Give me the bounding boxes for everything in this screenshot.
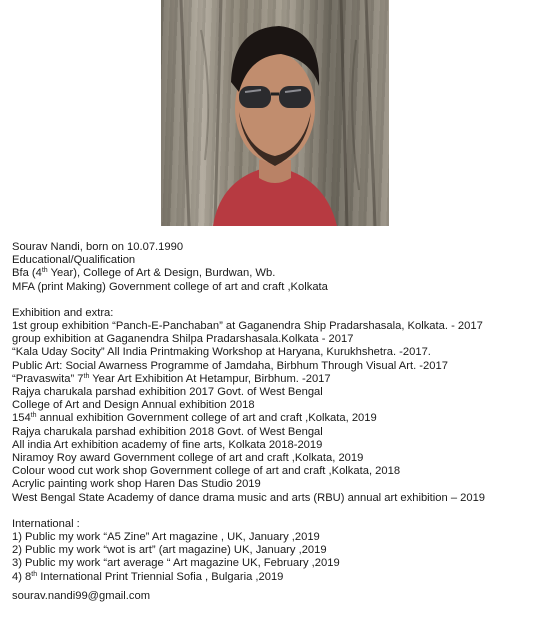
pravaswita-superscript: th [83, 372, 90, 380]
international-item: 2) Public my work “wot is art” (art magazine) UK, January ,2019 [12, 544, 327, 557]
contact-email: sourav.nandi99@gmail.com [12, 589, 151, 602]
education-mfa: MFA (print Making) Government college of art and craft ,Kolkata [12, 280, 328, 293]
exhibition-item: Niramoy Roy award Government college of art and craft ,Kolkata, 2019 [12, 452, 364, 465]
international-item: 3) Public my work “art average “ Art magazine UK, February ,2019 [12, 557, 340, 570]
bfa-text-post: Year), College of Art & Design, Burdwan, Wb. [47, 267, 276, 280]
exhibition-item: Rajya charukala parshad exhibition 2017 Govt. of West Bengal [12, 386, 323, 399]
international-item [12, 571, 542, 584]
exhibition-item [12, 412, 542, 425]
triennial-pre: 4) 8 [12, 570, 32, 583]
portrait-illustration [161, 0, 389, 226]
exhibition-item: All india Art exhibition academy of fine arts, Kolkata 2018-2019 [12, 438, 323, 451]
pravaswita-pre: “Pravaswita” 7 [12, 372, 84, 385]
pravaswita-post: Year Art Exhibition At Hetampur, Birbhum. -2017 [89, 372, 331, 385]
international-item: 1) Public my work “A5 Zine” Art magazine , UK, January ,2019 [12, 531, 320, 544]
exhibition-item: group exhibition at Gaganendra Shilpa Pradarshasala.Kolkata - 2017 [12, 333, 354, 346]
annual-post: annual exhibition Government college of art and craft ,Kolkata, 2019 [36, 412, 377, 425]
education-bfa [12, 267, 542, 280]
annual-superscript: th [30, 412, 37, 420]
profile-text [12, 241, 542, 603]
triennial-superscript: th [31, 570, 38, 578]
exhibition-heading: Exhibition and extra: [12, 306, 114, 319]
exhibition-item: College of Art and Design Annual exhibition 2018 [12, 399, 255, 412]
annual-pre: 154 [12, 412, 31, 425]
portrait-photo [161, 0, 389, 226]
international-heading: International : [12, 517, 80, 530]
exhibition-item: West Bengal State Academy of dance drama music and arts (RBU) annual art exhibition – 2019 [12, 491, 486, 504]
education-heading: Educational/Qualification [12, 254, 136, 267]
exhibition-item [12, 373, 542, 386]
exhibition-item: Acrylic painting work shop Haren Das Studio 2019 [12, 478, 261, 491]
exhibition-item: “Kala Uday Socity” All India Printmaking Workshop at Haryana, Kurukhshetra. -2017. [12, 346, 431, 359]
exhibition-item: 1st group exhibition “Panch-E-Panchaban” at Gaganendra Ship Pradarshasala, Kolkata. - 2017 [12, 320, 483, 333]
exhibition-item: Public Art: Social Awarness Programme of Jamdaha, Birbhum Through Visual Art. -2017 [12, 359, 448, 372]
bfa-text-pre: Bfa (4 [12, 267, 42, 280]
name-line: Sourav Nandi, born on 10.07.1990 [12, 241, 184, 253]
exhibition-item: Rajya charukala parshad exhibition 2018 Govt. of West Bengal [12, 425, 323, 438]
bfa-superscript: th [41, 267, 48, 275]
triennial-post: International Print Triennial Sofia , Bulgaria ,2019 [37, 570, 284, 583]
exhibition-item: Colour wood cut work shop Government college of art and craft ,Kolkata, 2018 [12, 465, 401, 478]
